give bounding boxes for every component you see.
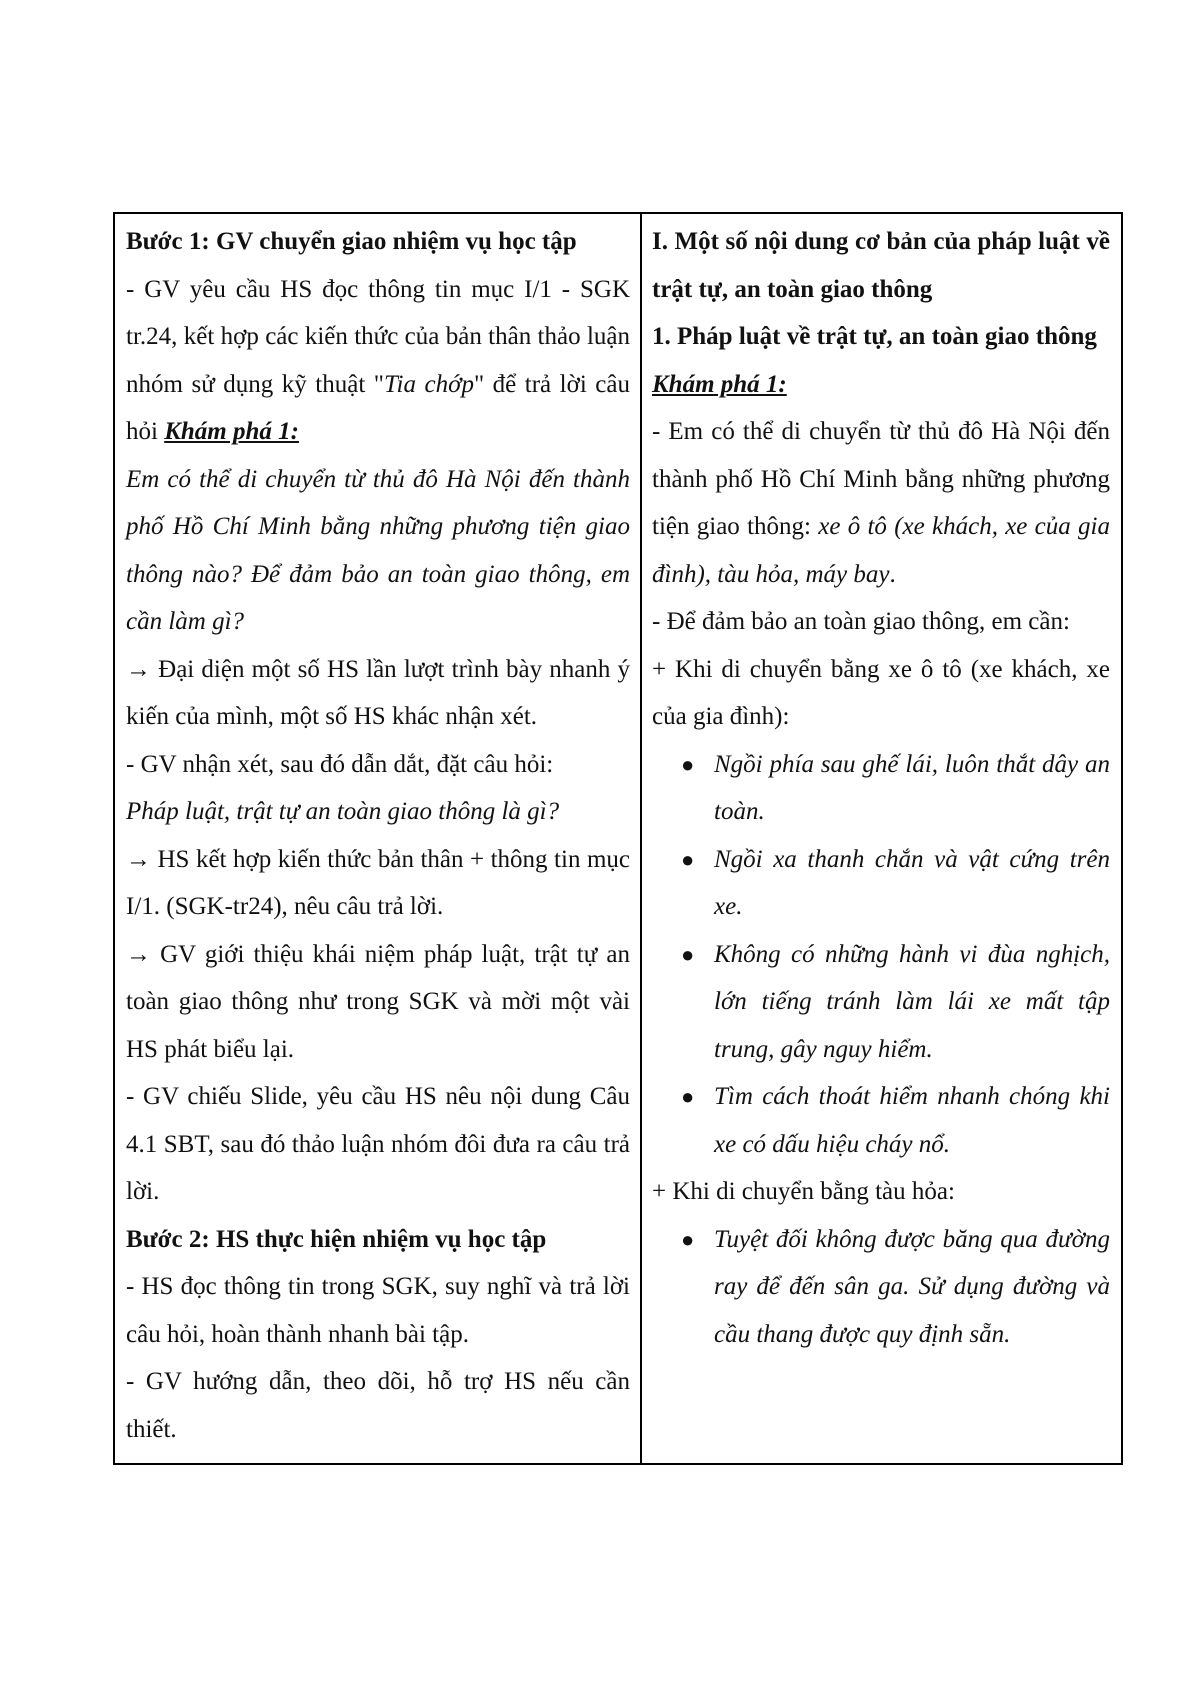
transport-answer-text: - Em có thể di chuyển từ thủ đô Hà Nội đến thành phố Hồ Chí Minh bằng những phương tiện giao thông: <box>652 418 1110 540</box>
transport-answer-end: . <box>889 560 896 588</box>
teacher-introduce-paragraph: → GV giới thiệu khái niệm pháp luật, trật tự an toàn giao thông như trong SGK và mời một vài HS phát biểu lại. <box>126 940 630 1063</box>
explore-question: Em có thể di chuyển từ thủ đô Hà Nội đến thành phố Hồ Chí Minh bằng những phương tiện giao thông nào? Để đảm bảo an toàn giao thông, em cần làm gì? <box>126 465 630 635</box>
list-item <box>681 1216 1110 1359</box>
car-rule-text: Không có những hành vi đùa nghịch, lớn tiếng tránh làm lái xe mất tập trung, gây nguy hiểm. <box>714 940 1110 1063</box>
instruction-text-b: " để trả lời câu hỏi <box>126 370 630 445</box>
student-response-paragraph: → Đại diện một số HS lần lượt trình bày nhanh ý kiến của mình, một số HS khác nhận xét. <box>126 655 630 730</box>
content-column <box>642 214 1121 1463</box>
train-safety-list <box>652 1216 1110 1359</box>
bullet-icon: ● <box>681 751 695 777</box>
slide-task-paragraph: - GV chiếu Slide, yêu cầu HS nêu nội dung Câu 4.1 SBT, sau đó thảo luận nhóm đôi đưa ra câu trả lời. <box>126 1083 630 1205</box>
teacher-activities-column <box>115 214 642 1463</box>
step2-title: Bước 2: HS thực hiện nhiệm vụ học tập <box>126 1225 547 1253</box>
car-rule-text: Tìm cách thoát hiểm nhanh chóng khi xe có dấu hiệu cháy nổ. <box>714 1083 1110 1158</box>
train-travel-heading: + Khi di chuyển bằng tàu hỏa: <box>652 1178 955 1205</box>
train-rule-text: Tuyệt đối không được băng qua đường ray để đến sân ga. Sử dụng đường và cầu thang được quy định sẵn. <box>714 1225 1110 1348</box>
teacher-comment-paragraph: - GV nhận xét, sau đó dẫn dắt, đặt câu hỏi: <box>126 750 554 778</box>
car-rule-text: Ngồi phía sau ghế lái, luôn thắt dây an toàn. <box>714 750 1110 825</box>
car-safety-list <box>652 741 1110 1169</box>
step1-title: Bước 1: GV chuyển giao nhiệm vụ học tập <box>126 228 577 255</box>
bullet-icon: ● <box>681 1084 695 1109</box>
bullet-icon: ● <box>681 1226 695 1252</box>
instruction-text-a: - GV yêu cầu HS đọc thông tin mục I/1 - SGK tr.24, kết hợp các kiến thức của bản thân thảo luận nhóm sử dụng kỹ thuật " <box>126 275 630 398</box>
bullet-icon: ● <box>681 846 695 872</box>
transport-means: xe ô tô (xe khách, xe của gia đình), tàu hỏa, máy bay <box>652 513 1110 588</box>
list-item <box>681 741 1110 836</box>
safety-intro: - Để đảm bảo an toàn giao thông, em cần: <box>652 608 1070 635</box>
lesson-table <box>113 212 1123 1465</box>
technique-name: Tia chớp <box>384 370 474 398</box>
car-travel-heading: + Khi di chuyển bằng xe ô tô (xe khách, xe của gia đình): <box>652 655 1110 730</box>
list-item <box>681 1073 1110 1168</box>
transport-answer <box>652 408 1110 598</box>
section-heading: I. Một số nội dung cơ bản của pháp luật về trật tự, an toàn giao thông <box>652 228 1110 303</box>
student-task-paragraph: - HS đọc thông tin trong SGK, suy nghĩ và trả lời câu hỏi, hoàn thành nhanh bài tập. <box>126 1273 630 1348</box>
subsection-heading: 1. Pháp luật về trật tự, an toàn giao thông <box>652 323 1097 350</box>
instruction-paragraph <box>126 266 630 456</box>
teacher-support-paragraph: - GV hướng dẫn, theo dõi, hỗ trợ HS nếu cần thiết. <box>126 1368 630 1443</box>
law-question: Pháp luật, trật tự an toàn giao thông là gì? <box>126 798 560 825</box>
car-rule-text: Ngồi xa thanh chắn và vật cứng trên xe. <box>714 845 1110 920</box>
explore-label: Khám phá 1: <box>164 418 299 445</box>
list-item <box>681 836 1110 931</box>
student-answer-paragraph: → HS kết hợp kiến thức bản thân + thông tin mục I/1. (SGK-tr24), nêu câu trả lời. <box>126 845 630 920</box>
bullet-icon: ● <box>681 941 695 967</box>
list-item <box>681 931 1110 1074</box>
explore-heading: Khám phá 1: <box>652 370 787 398</box>
